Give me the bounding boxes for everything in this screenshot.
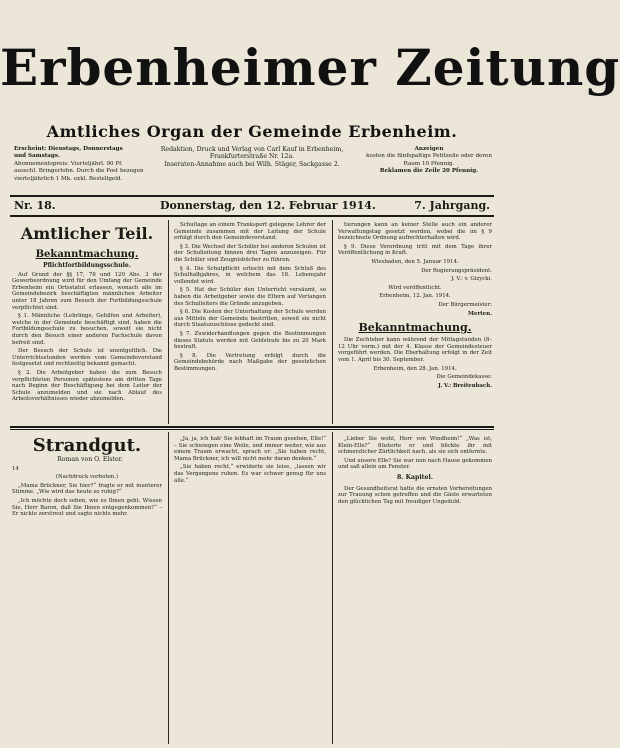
subscription-info: Erscheint: Dienstags, Donnerstags und Samstags. Abonnementspreis: Vierteljährl. 90 Pf. ausschl. Bringerlohn. Durch die Post bezogen vierteljährlich 1 Mk. exkl. Bestellgeld. [14,146,144,182]
column-divider [332,220,333,424]
announcement-subheading: Pflichtfortbildungsschule. [43,262,131,269]
announcement-heading: Bekanntmachung. [358,321,472,335]
column-divider [168,220,169,424]
publisher-info: Redaktion, Druck und Verlag von Carl Kauf in Erbenheim, Frankfurterstraße Nr. 12a. Inseraten-Annahme auch bei Wilh. Stäger, Sackgasse 2. [160,146,344,168]
section-heading: Amtlicher Teil. [20,224,154,243]
column-novel-2: „Ja, ja, ich hab' Sie lebhaft im Traum gesehen, Elle!“ – Sie schwiegen eine Weile, und immer weiter, wie aus einem Traum erwacht, sprach er: „Sie haben recht, Mama Brückner, ich will nicht mehr daran denken.“ „Sie haben recht,“ erwiderte sie leise, „lassen wir das Vergangene ruhen. Es war schwer genug für uns alle.“ [174,436,326,484]
newspaper-masthead: Erbenheimer Zeitung [0,38,620,97]
dateline [10,197,494,215]
dateline-rule [10,215,494,217]
column-notices: tierungen kann an keiner Stelle auch ein anderer Verwaltungstag gesetzt werden, wobei die im § 9 bezeichnete Ordnung aufrechterhalten wird. § 9. Diese Verordnung tritt mit dem Tage ihrer Veröffentlichung in Kraft. Wiesbaden, den 5. Januar 1914. Der Regierungspräsident. J. V.: v. Gizycki. Wird veröffentlicht. Erbenheim, 12. Jan. 1914. Der Bürgermeister: Merten. Bekanntmachung. Die Zuchteber kann während der Mittagstunden (8–12 Uhr vorm.) mit der 4. Klasse der Gemeindesteuer vorgeführt werden. Die Eberhaltung erfolgt in der Zeit vom 1. April bis 30. September. Erbenheim, den 28. Jan. 1914. Die Gemeindekasse: J. V.: Breitenbach. [338,222,492,389]
section-rule-thin [10,429,494,430]
volume-year: 7. Jahrgang. [414,199,490,212]
column-divider [168,432,169,744]
column-official: Amtlicher Teil. Bekanntmachung. Pflichtfortbildungsschule. Auf Grund der §§ 17, 76 und 120 Abs. 3 der Gewerbeordnung wird für den Umfang der Gemeinde Erbenheim ein Ortsstatut erlassen, wonach alle im Gemeindebezirk beschäftigten männlichen Arbeiter unter 18 Jahren zum Besuch der Fortbildungsschule verpflichtet sind. § 1. Männliche (Lehrlinge, Gehilfen und Arbeiter), welche in der Gemeinde beschäftigt sind, haben die Fortbildungsschule zu besuchen, soweit sie nicht durch den Besuch einer anderen Fachschule davon befreit sind. Der Besuch der Schule ist unentgeltlich. Die Unterrichtsstunden werden vom Gemeindevorstand festgesetzt und rechtzeitig bekannt gemacht. § 2. Die Arbeitgeber haben die zum Besuch verpflichteten Personen spätestens am dritten Tage nach Beginn der Beschäftigung bei dem Leiter der Schule anzumelden und sie nach Ablauf des Arbeitsverhältnisses wieder abzumelden. [12,224,162,403]
announcement-heading: Bekanntmachung. [35,249,139,260]
novel-title: Strandgut. [32,435,142,456]
chapter-heading: 8. Kapitel. [397,473,433,481]
advertising-info: Anzeigen kosten die fünfspaltige Petitzeile oder deren Raum 10 Pfennig. Reklamen die Zeile 20 Pfennig. [366,146,492,175]
novel-author: Roman von O. Elster. [57,456,123,463]
issue-number: Nr. 18. [14,199,56,212]
installment-number: 14 [12,465,19,472]
column-statute: Schultage an einem Tranksport gelegene Lehrer der Gemeinde zusammen mit der Leitung der Schule erfolgt durch den Gemeindevorstand. § 3. Die Wechsel der Schüler bei anderen Schulen ist der Schulleitung binnen drei Tagen anzuzeigen. Für die Schüler sind Zeugnisbücher zu führen. § 4. Die Schulpflicht erlischt mit dem Schluß des Schulhalbjahres, in welchem das 18. Lebensjahr vollendet wird. § 5. Hat der Schüler den Unterricht versäumt, so haben die Arbeitgeber sowie die Eltern auf Verlangen des Schulleiters die Gründe anzugeben. § 6. Die Kosten der Unterhaltung der Schule werden aus Mitteln der Gemeinde bestritten, soweit sie nicht durch Staatszuschüsse gedeckt sind. § 7. Zuwiderhandlungen gegen die Bestimmungen dieses Statuts werden mit Geldstrafe bis zu 20 Mark bestraft. § 8. Die Vertretung erfolgt durch die Gemeindebehörde nach Maßgabe der gesetzlichen Bestimmungen. [174,222,326,372]
newspaper-subtitle: Amtliches Organ der Gemeinde Erbenheim. [46,122,458,141]
section-rule [10,426,494,428]
column-divider [332,432,333,744]
column-novel-1: Strandgut. Roman von O. Elster. 14 (Nachdruck verboten.) „Mama Brückner, Sie hier?“ fragte er mit munterer Stimme. „Wie wird das heute so ruhig?“ „Ich möchte doch sehen, wie es Ihnen geht. Wissen Sie, Herr Baron, daß Sie Ihnen entgegenkommen?“ – Er nickte zerstreut und sagte nichts mehr. [12,435,162,518]
issue-date: Donnerstag, den 12. Februar 1914. [160,199,376,212]
column-novel-3: „Lieber Sie wohl, Herr von Windheim!“ „Was ist, Klein-Elle?“ flüsterte er und blickte ihr mit schmerzlicher Zärtlichkeit nach, als sie sich entfernte. Und unsere Elle? Sie war nun nach Hause gekommen und saß allein am Fenster. 8. Kapitel. Der Gesundheitsrat hatte die ernsten Vorbereitungen zur Trauung schon getroffen und die Gäste erwarteten den glücklichen Tag mit freudiger Ungeduld. [338,436,492,505]
